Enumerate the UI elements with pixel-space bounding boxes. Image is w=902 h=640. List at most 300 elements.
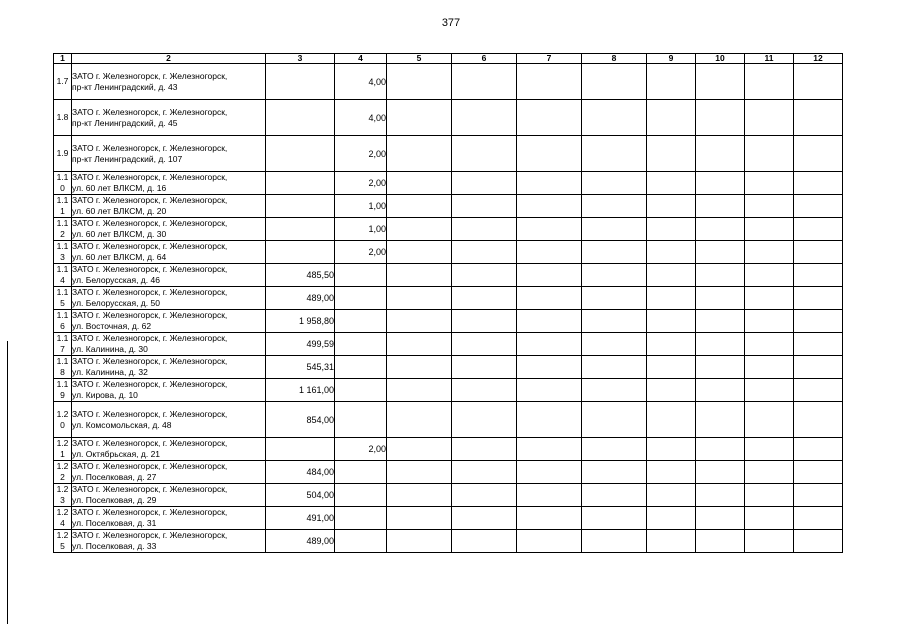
column-7-cell xyxy=(517,100,582,136)
row-number-cell xyxy=(54,438,72,461)
column-10-cell xyxy=(696,333,745,356)
column-5-cell xyxy=(387,195,452,218)
address-line-1: ЗАТО г. Железногорск, г. Железногорск, xyxy=(72,379,228,389)
column-4-cell xyxy=(335,356,387,379)
address-line-2: ул. Октябрьская, д. 21 xyxy=(72,449,161,459)
table-body xyxy=(54,64,843,553)
column-11-cell xyxy=(745,64,794,100)
column-11-cell xyxy=(745,136,794,172)
column-5-cell xyxy=(387,356,452,379)
column-10-cell xyxy=(696,438,745,461)
row-number-top: 1.1 xyxy=(56,379,69,389)
column-10-cell xyxy=(696,530,745,553)
column-4-cell xyxy=(335,310,387,333)
column-3-cell: 484,00 xyxy=(266,461,335,484)
column-header: 1 xyxy=(54,54,72,64)
address-line-2: ул. 60 лет ВЛКСМ, д. 20 xyxy=(72,206,167,216)
table-row xyxy=(54,172,843,195)
column-5-cell xyxy=(387,484,452,507)
table-row xyxy=(54,507,843,530)
column-6-cell xyxy=(452,356,517,379)
column-3-cell: 499,59 xyxy=(266,333,335,356)
column-9-cell xyxy=(647,402,696,438)
column-8-cell xyxy=(582,530,647,553)
column-8-cell xyxy=(582,64,647,100)
margin-line xyxy=(7,341,8,624)
address-line-1: ЗАТО г. Железногорск, г. Железногорск, xyxy=(72,484,228,494)
column-6-cell xyxy=(452,172,517,195)
table-row xyxy=(54,484,843,507)
address-cell xyxy=(72,530,266,553)
column-10-cell xyxy=(696,356,745,379)
column-7-cell xyxy=(517,64,582,100)
row-number-top: 1.1 xyxy=(56,241,69,251)
column-header: 7 xyxy=(517,54,582,64)
address-cell xyxy=(72,507,266,530)
column-12-cell xyxy=(794,402,843,438)
row-number-top: 1.1 xyxy=(56,172,69,182)
address-cell xyxy=(72,379,266,402)
column-12-cell xyxy=(794,438,843,461)
row-number-cell xyxy=(54,333,72,356)
column-10-cell xyxy=(696,379,745,402)
address-line-2: ул. Калинина, д. 30 xyxy=(72,344,148,354)
column-11-cell xyxy=(745,172,794,195)
column-6-cell xyxy=(452,218,517,241)
column-6-cell xyxy=(452,333,517,356)
column-8-cell xyxy=(582,172,647,195)
address-line-1: ЗАТО г. Железногорск, г. Железногорск, xyxy=(72,172,228,182)
row-number-top: 1.2 xyxy=(56,461,69,471)
column-10-cell xyxy=(696,64,745,100)
address-line-2: ул. 60 лет ВЛКСМ, д. 30 xyxy=(72,229,167,239)
register-table xyxy=(53,53,843,553)
column-3-cell xyxy=(266,218,335,241)
column-11-cell xyxy=(745,241,794,264)
column-header: 2 xyxy=(72,54,266,64)
column-header: 6 xyxy=(452,54,517,64)
column-3-cell xyxy=(266,136,335,172)
address-cell xyxy=(72,333,266,356)
column-12-cell xyxy=(794,530,843,553)
table-row xyxy=(54,136,843,172)
row-number-bottom: 3 xyxy=(60,252,65,262)
address-line-2: пр-кт Ленинградский, д. 107 xyxy=(72,153,183,164)
column-9-cell xyxy=(647,100,696,136)
column-8-cell xyxy=(582,484,647,507)
row-number-top: 1.1 xyxy=(56,310,69,320)
column-8-cell xyxy=(582,379,647,402)
row-number-top: 1.2 xyxy=(56,484,69,494)
column-5-cell xyxy=(387,402,452,438)
column-4-cell xyxy=(335,379,387,402)
column-10-cell xyxy=(696,484,745,507)
column-4-cell xyxy=(335,461,387,484)
column-4-cell: 2,00 xyxy=(335,136,387,172)
column-3-cell xyxy=(266,64,335,100)
column-8-cell xyxy=(582,333,647,356)
column-5-cell xyxy=(387,172,452,195)
column-11-cell xyxy=(745,484,794,507)
column-11-cell xyxy=(745,402,794,438)
column-7-cell xyxy=(517,402,582,438)
row-number-cell xyxy=(54,356,72,379)
column-7-cell xyxy=(517,287,582,310)
column-12-cell xyxy=(794,333,843,356)
column-4-cell: 2,00 xyxy=(335,172,387,195)
column-10-cell xyxy=(696,287,745,310)
column-4-cell xyxy=(335,484,387,507)
column-7-cell xyxy=(517,136,582,172)
column-4-cell xyxy=(335,333,387,356)
column-3-cell: 491,00 xyxy=(266,507,335,530)
column-6-cell xyxy=(452,402,517,438)
column-12-cell xyxy=(794,195,843,218)
row-number-bottom: 5 xyxy=(60,298,65,308)
column-5-cell xyxy=(387,461,452,484)
address-line-1: ЗАТО г. Железногорск, г. Железногорск, xyxy=(72,408,228,419)
row-number-cell xyxy=(54,264,72,287)
column-11-cell xyxy=(745,461,794,484)
row-number-bottom: 8 xyxy=(60,367,65,377)
column-5-cell xyxy=(387,264,452,287)
row-number-bottom: 3 xyxy=(60,495,65,505)
address-line-2: пр-кт Ленинградский, д. 43 xyxy=(72,81,178,92)
column-12-cell xyxy=(794,461,843,484)
column-3-cell xyxy=(266,100,335,136)
address-line-2: пр-кт Ленинградский, д. 45 xyxy=(72,117,178,128)
column-3-cell xyxy=(266,438,335,461)
row-number-top: 1.1 xyxy=(56,356,69,366)
column-7-cell xyxy=(517,379,582,402)
column-9-cell xyxy=(647,507,696,530)
column-7-cell xyxy=(517,218,582,241)
column-11-cell xyxy=(745,100,794,136)
column-8-cell xyxy=(582,310,647,333)
column-4-cell xyxy=(335,507,387,530)
column-10-cell xyxy=(696,461,745,484)
column-12-cell xyxy=(794,356,843,379)
column-6-cell xyxy=(452,438,517,461)
row-number-bottom: 0 xyxy=(60,419,65,430)
column-7-cell xyxy=(517,438,582,461)
column-9-cell xyxy=(647,333,696,356)
column-11-cell xyxy=(745,356,794,379)
column-6-cell xyxy=(452,241,517,264)
address-line-1: ЗАТО г. Железногорск, г. Железногорск, xyxy=(72,333,228,343)
row-number-cell xyxy=(54,241,72,264)
table-row xyxy=(54,64,843,100)
table-row xyxy=(54,264,843,287)
column-8-cell xyxy=(582,241,647,264)
address-line-1: ЗАТО г. Железногорск, г. Железногорск, xyxy=(72,287,228,297)
column-10-cell xyxy=(696,402,745,438)
column-7-cell xyxy=(517,461,582,484)
address-line-2: ул. Кирова, д. 10 xyxy=(72,390,138,400)
column-8-cell xyxy=(582,507,647,530)
column-header: 11 xyxy=(745,54,794,64)
column-7-cell xyxy=(517,530,582,553)
table-row xyxy=(54,356,843,379)
column-8-cell xyxy=(582,100,647,136)
column-12-cell xyxy=(794,100,843,136)
column-11-cell xyxy=(745,195,794,218)
column-6-cell xyxy=(452,100,517,136)
row-number-cell xyxy=(54,484,72,507)
column-10-cell xyxy=(696,310,745,333)
row-number-bottom: 2 xyxy=(60,229,65,239)
column-9-cell xyxy=(647,218,696,241)
column-6-cell xyxy=(452,136,517,172)
column-12-cell xyxy=(794,264,843,287)
column-6-cell xyxy=(452,195,517,218)
column-11-cell xyxy=(745,287,794,310)
column-5-cell xyxy=(387,64,452,100)
column-5-cell xyxy=(387,310,452,333)
row-number-bottom: 2 xyxy=(60,472,65,482)
table-row xyxy=(54,218,843,241)
column-header: 5 xyxy=(387,54,452,64)
column-3-cell: 489,00 xyxy=(266,287,335,310)
row-number-top: 1.2 xyxy=(56,507,69,517)
row-number-bottom: 4 xyxy=(60,275,65,285)
column-4-cell xyxy=(335,264,387,287)
column-9-cell xyxy=(647,264,696,287)
column-8-cell xyxy=(582,195,647,218)
table-row xyxy=(54,461,843,484)
table-row xyxy=(54,333,843,356)
row-number-cell xyxy=(54,379,72,402)
column-6-cell xyxy=(452,379,517,402)
column-9-cell xyxy=(647,172,696,195)
row-number-top: 1.8 xyxy=(56,112,69,122)
table-row xyxy=(54,241,843,264)
column-11-cell xyxy=(745,379,794,402)
column-9-cell xyxy=(647,64,696,100)
row-number-top: 1.1 xyxy=(56,333,69,343)
column-6-cell xyxy=(452,310,517,333)
column-5-cell xyxy=(387,333,452,356)
column-9-cell xyxy=(647,438,696,461)
address-line-2: ул. Поселковая, д. 27 xyxy=(72,472,157,482)
column-8-cell xyxy=(582,438,647,461)
table-row xyxy=(54,402,843,438)
column-8-cell xyxy=(582,287,647,310)
row-number-cell xyxy=(54,195,72,218)
column-7-cell xyxy=(517,507,582,530)
column-header: 8 xyxy=(582,54,647,64)
column-header: 3 xyxy=(266,54,335,64)
row-number-top: 1.1 xyxy=(56,264,69,274)
address-line-2: ул. Белорусская, д. 50 xyxy=(72,298,160,308)
address-cell xyxy=(72,461,266,484)
column-3-cell xyxy=(266,241,335,264)
address-line-2: ул. Поселковая, д. 29 xyxy=(72,495,157,505)
column-3-cell: 1 958,80 xyxy=(266,310,335,333)
header-row xyxy=(54,54,843,64)
column-7-cell xyxy=(517,333,582,356)
address-line-2: ул. 60 лет ВЛКСМ, д. 64 xyxy=(72,252,167,262)
column-4-cell: 4,00 xyxy=(335,64,387,100)
row-number-bottom: 9 xyxy=(60,390,65,400)
address-cell xyxy=(72,264,266,287)
column-10-cell xyxy=(696,264,745,287)
column-9-cell xyxy=(647,195,696,218)
address-line-1: ЗАТО г. Железногорск, г. Железногорск, xyxy=(72,241,228,251)
column-11-cell xyxy=(745,507,794,530)
row-number-bottom: 4 xyxy=(60,518,65,528)
column-12-cell xyxy=(794,172,843,195)
row-number-cell xyxy=(54,507,72,530)
column-10-cell xyxy=(696,241,745,264)
address-line-1: ЗАТО г. Железногорск, г. Железногорск, xyxy=(72,218,228,228)
column-7-cell xyxy=(517,356,582,379)
address-line-1: ЗАТО г. Железногорск, г. Железногорск, xyxy=(72,195,228,205)
row-number-bottom: 1 xyxy=(60,449,65,459)
column-3-cell: 545,31 xyxy=(266,356,335,379)
address-cell xyxy=(72,136,266,172)
column-6-cell xyxy=(452,264,517,287)
row-number-top: 1.2 xyxy=(56,530,69,540)
column-3-cell: 854,00 xyxy=(266,402,335,438)
column-11-cell xyxy=(745,333,794,356)
row-number-top: 1.2 xyxy=(56,438,69,448)
column-8-cell xyxy=(582,264,647,287)
address-cell xyxy=(72,100,266,136)
column-10-cell xyxy=(696,100,745,136)
row-number-cell xyxy=(54,402,72,438)
address-line-1: ЗАТО г. Железногорск, г. Железногорск, xyxy=(72,530,228,540)
column-12-cell xyxy=(794,287,843,310)
address-line-1: ЗАТО г. Железногорск, г. Железногорск, xyxy=(72,356,228,366)
column-9-cell xyxy=(647,461,696,484)
column-4-cell xyxy=(335,402,387,438)
column-6-cell xyxy=(452,287,517,310)
column-11-cell xyxy=(745,310,794,333)
column-header: 4 xyxy=(335,54,387,64)
column-10-cell xyxy=(696,195,745,218)
column-9-cell xyxy=(647,530,696,553)
row-number-bottom: 7 xyxy=(60,344,65,354)
address-cell xyxy=(72,287,266,310)
column-7-cell xyxy=(517,195,582,218)
address-line-1: ЗАТО г. Железногорск, г. Железногорск, xyxy=(72,142,228,153)
column-11-cell xyxy=(745,438,794,461)
row-number-bottom: 6 xyxy=(60,321,65,331)
address-cell xyxy=(72,484,266,507)
column-4-cell: 2,00 xyxy=(335,241,387,264)
address-line-1: ЗАТО г. Железногорск, г. Железногорск, xyxy=(72,461,228,471)
column-6-cell xyxy=(452,484,517,507)
column-8-cell xyxy=(582,218,647,241)
column-6-cell xyxy=(452,461,517,484)
column-7-cell xyxy=(517,310,582,333)
column-9-cell xyxy=(647,356,696,379)
column-4-cell: 4,00 xyxy=(335,100,387,136)
column-12-cell xyxy=(794,136,843,172)
column-4-cell xyxy=(335,287,387,310)
address-line-2: ул. Поселковая, д. 31 xyxy=(72,518,157,528)
column-9-cell xyxy=(647,484,696,507)
column-3-cell xyxy=(266,195,335,218)
column-12-cell xyxy=(794,241,843,264)
column-10-cell xyxy=(696,218,745,241)
column-3-cell xyxy=(266,172,335,195)
row-number-cell xyxy=(54,136,72,172)
row-number-cell xyxy=(54,530,72,553)
row-number-top: 1.2 xyxy=(56,408,69,419)
column-6-cell xyxy=(452,530,517,553)
row-number-top: 1.9 xyxy=(56,148,69,158)
table-row xyxy=(54,310,843,333)
address-cell xyxy=(72,195,266,218)
column-11-cell xyxy=(745,218,794,241)
row-number-bottom: 0 xyxy=(60,183,65,193)
column-5-cell xyxy=(387,287,452,310)
address-line-1: ЗАТО г. Железногорск, г. Железногорск, xyxy=(72,507,228,517)
address-cell xyxy=(72,402,266,438)
column-12-cell xyxy=(794,484,843,507)
column-4-cell: 1,00 xyxy=(335,195,387,218)
row-number-cell xyxy=(54,310,72,333)
row-number-cell xyxy=(54,461,72,484)
column-6-cell xyxy=(452,64,517,100)
column-5-cell xyxy=(387,530,452,553)
column-12-cell xyxy=(794,379,843,402)
row-number-top: 1.1 xyxy=(56,218,69,228)
column-12-cell xyxy=(794,218,843,241)
column-header: 10 xyxy=(696,54,745,64)
column-4-cell xyxy=(335,530,387,553)
column-5-cell xyxy=(387,218,452,241)
column-10-cell xyxy=(696,507,745,530)
address-cell xyxy=(72,172,266,195)
column-9-cell xyxy=(647,241,696,264)
address-cell xyxy=(72,438,266,461)
column-9-cell xyxy=(647,310,696,333)
column-5-cell xyxy=(387,241,452,264)
column-9-cell xyxy=(647,287,696,310)
column-12-cell xyxy=(794,64,843,100)
address-line-2: ул. 60 лет ВЛКСМ, д. 16 xyxy=(72,183,167,193)
table-row xyxy=(54,100,843,136)
row-number-cell xyxy=(54,172,72,195)
table-row xyxy=(54,195,843,218)
address-line-2: ул. Комсомольская, д. 48 xyxy=(72,419,172,430)
column-5-cell xyxy=(387,438,452,461)
column-header: 9 xyxy=(647,54,696,64)
table-row xyxy=(54,287,843,310)
column-8-cell xyxy=(582,402,647,438)
column-3-cell: 504,00 xyxy=(266,484,335,507)
column-10-cell xyxy=(696,172,745,195)
column-5-cell xyxy=(387,136,452,172)
column-3-cell: 489,00 xyxy=(266,530,335,553)
row-number-top: 1.1 xyxy=(56,287,69,297)
address-line-1: ЗАТО г. Железногорск, г. Железногорск, xyxy=(72,70,228,81)
address-line-1: ЗАТО г. Железногорск, г. Железногорск, xyxy=(72,438,228,448)
column-5-cell xyxy=(387,507,452,530)
address-cell xyxy=(72,64,266,100)
address-cell xyxy=(72,310,266,333)
address-line-2: ул. Калинина, д. 32 xyxy=(72,367,148,377)
column-10-cell xyxy=(696,136,745,172)
column-12-cell xyxy=(794,310,843,333)
column-4-cell: 2,00 xyxy=(335,438,387,461)
column-6-cell xyxy=(452,507,517,530)
table-row xyxy=(54,438,843,461)
row-number-cell xyxy=(54,218,72,241)
